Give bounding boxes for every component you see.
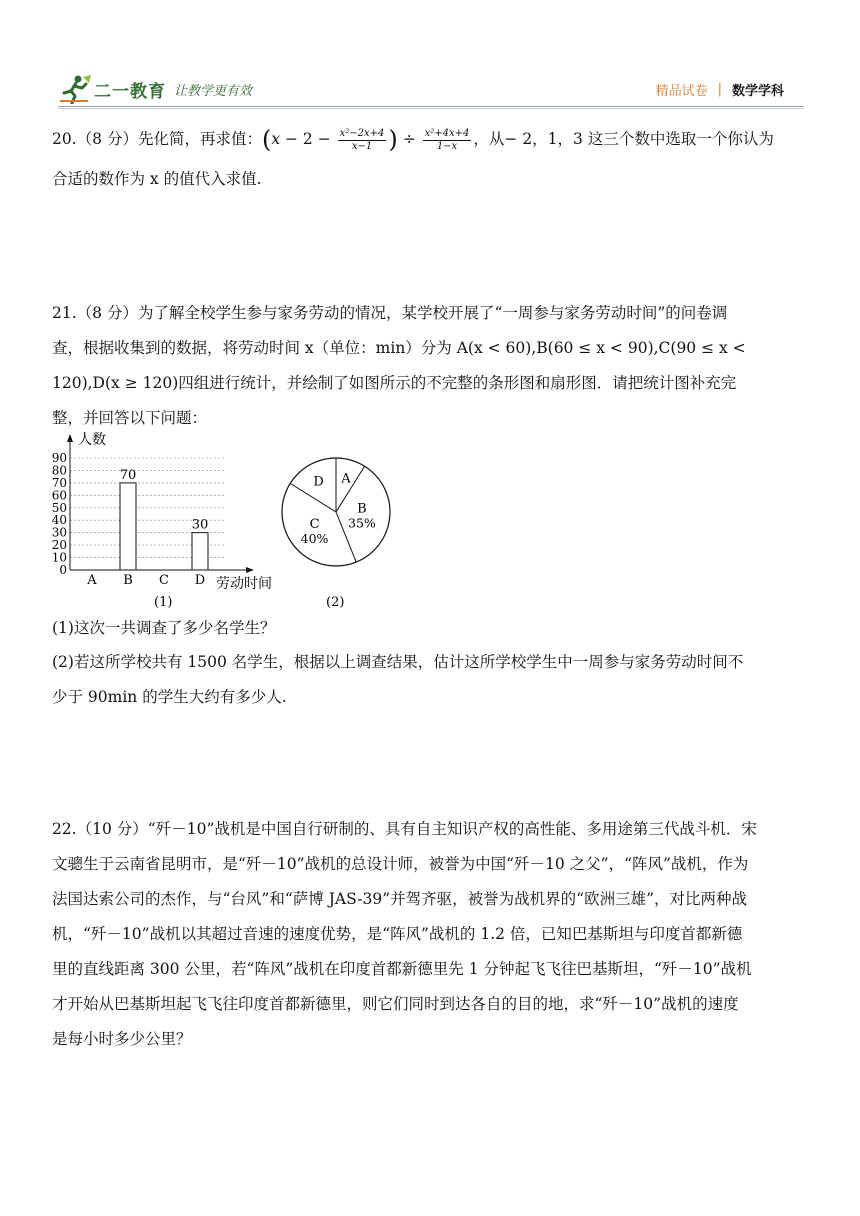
bar-chart-y-tick: 60 [51, 488, 67, 503]
bar-chart-y-tick: 10 [51, 550, 67, 565]
bar-chart-data-label: 30 [191, 517, 209, 533]
q21-line-3: 120),D(x ≥ 120)四组进行统计，并绘制了如图所示的不完整的条形图和扇形图．请把统计图补充完 [52, 374, 737, 392]
q22-line-6: 才开始从巴基斯坦起飞飞往印度首都新德里，则它们同时到达各自的目的地，求“歼－10”战机的速度 [52, 995, 739, 1013]
q20-frac1-numerator: x²−2x+4 [339, 127, 385, 139]
q20-minus-two: − 2 − [280, 130, 336, 148]
pie-chart-slice-label: C [309, 516, 320, 532]
logo [58, 74, 252, 104]
header-divider [58, 106, 804, 107]
q20-label: 20.（8 分）先化简，再求值： [52, 130, 262, 148]
bar-chart-x-label: 劳动时间 [216, 576, 272, 592]
q21-sub-2-line-2: 少于 90min 的学生大约有多少人. [52, 688, 287, 706]
bar-chart-x-tick: A [87, 573, 97, 588]
q20-frac2-numerator: x²+4x+4 [424, 127, 470, 139]
bar-chart-y-tick: 50 [51, 500, 67, 515]
header-subject: 数学学科 [731, 84, 784, 99]
q22-line-5: 里的直线距离 300 公里，若“阵风”战机在印度首都新德里先 1 分钟起飞飞往巴基斯坦，“歼－10”战机 [52, 960, 752, 978]
question-20 [52, 122, 812, 158]
logo-name: 二一教育 [94, 81, 166, 102]
bar-chart-x-tick: D [194, 573, 206, 588]
bar-chart-x-tick: C [159, 573, 169, 588]
pie-chart-slice-label: D [313, 474, 324, 490]
pie-chart [278, 428, 398, 613]
q22-line-1: 22.（10 分）“歼－10”战机是中国自行研制的、具有自主知识产权的高性能、多用途第三代战斗机．宋 [52, 820, 757, 838]
pie-chart-slice-label: B [357, 501, 367, 517]
bar-chart-y-tick: 30 [51, 525, 67, 540]
bar-chart-y-tick: 80 [51, 463, 67, 478]
pie-chart-slice-percent: 40% [300, 530, 329, 546]
q21-line-4: 整，并回答以下问题： [52, 409, 208, 427]
pie-chart-slice-percent: 35% [348, 515, 376, 531]
q20-frac1-denominator: x−1 [351, 140, 373, 152]
logo-slogan: 让教学更有效 [174, 83, 253, 99]
q20-var-x: x [271, 130, 281, 148]
bar-chart-y-tick: 70 [51, 475, 67, 490]
bar-chart-y-label: 人数 [78, 432, 106, 448]
bar-chart-bar [120, 483, 136, 570]
q21-line-1: 21.（8 分）为了解全校学生参与家务劳动的情况，某学校开展了“一周参与家务劳动时间”的问卷调 [52, 304, 728, 322]
header-divider-thin [58, 108, 804, 109]
pie-chart-slice-label: A [341, 471, 351, 487]
bar-chart-data-label: 70 [119, 467, 137, 483]
q22-line-2: 文骢生于云南省昆明市，是“歼－10”战机的总设计师，被誉为中国“歼－10 之父”，“阵风”战机，作为 [52, 855, 749, 873]
q20-fraction-1 [338, 128, 387, 153]
q22-line-3: 法国达索公司的杰作，与“台风”和“萨博 JAS-39”并驾齐驱，被誉为战机界的“欧洲三雄”，对比两种战 [52, 890, 748, 908]
runner-logo-icon [58, 74, 92, 104]
page-header [0, 0, 860, 110]
bar-chart [40, 428, 280, 613]
header-category: 精品试卷 [655, 84, 708, 99]
q22-line-4: 机，“歼－10”战机以其超过音速的速度优势，是“阵风”战机的 1.2 倍，已知巴基斯坦与印度首都新德 [52, 925, 743, 943]
q20-line-2: 合适的数作为 x 的值代入求值. [52, 170, 262, 188]
q21-line-2: 查，根据收集到的数据，将劳动时间 x（单位：min）分为 A(x < 60),B(60 ≤ x < 90),C(90 ≤ x < [52, 339, 746, 357]
q20-close-paren: ) [388, 125, 398, 154]
q21-sub-1: (1)这次一共调查了多少名学生？ [52, 619, 276, 637]
q20-frac2-denominator: 1−x [436, 140, 458, 152]
header-separator: | [717, 82, 722, 97]
q20-tail: ，从− 2，1，3 这三个数中选取一个你认为 [473, 130, 774, 148]
pie-chart-caption: (2) [326, 595, 345, 610]
header-right [656, 80, 784, 99]
bar-chart-y-tick: 0 [59, 563, 67, 577]
q22-line-7: 是每小时多少公里？ [52, 1030, 192, 1048]
bar-chart-x-tick: B [123, 573, 133, 588]
q20-open-paren: ( [261, 125, 272, 154]
q20-divide: ÷ [397, 130, 421, 148]
bar-chart-x-arrow [246, 567, 254, 573]
bar-chart-y-arrow [67, 434, 73, 442]
bar-chart-caption: (1) [154, 595, 173, 610]
q21-sub-2-line-1: (2)若这所学校共有 1500 名学生，根据以上调查结果，估计这所学校学生中一周参与家务劳动时间不 [52, 653, 744, 671]
q20-fraction-2 [423, 128, 472, 153]
bar-chart-y-tick: 20 [51, 538, 67, 553]
bar-chart-bar [192, 533, 208, 570]
bar-chart-y-tick: 40 [51, 513, 67, 528]
bar-chart-y-tick: 90 [51, 451, 67, 465]
